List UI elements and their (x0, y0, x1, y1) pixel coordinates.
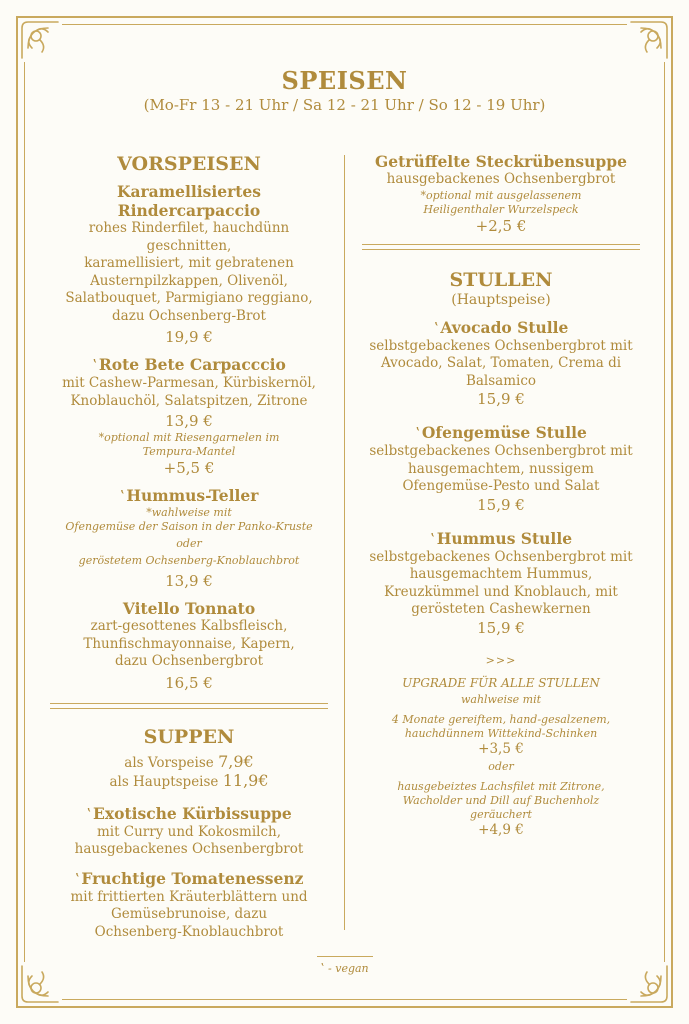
dish-description: Kreuzkümmel und Knoblauch, mit (384, 583, 618, 600)
upgrade-option: 4 Monate gereiftem, hand-gesalzenem, (391, 712, 611, 726)
dish-name: ʽ Fruchtige Tomatenessenz (74, 868, 304, 888)
dish-price: 15,9 € (477, 495, 525, 514)
dish-description: Avocado, Salat, Tomaten, Crema di (380, 355, 622, 371)
dish-price: 19,9 € (165, 328, 213, 346)
dish-description: hausgebackenes Ochsenbergbrot (386, 171, 616, 187)
dish-note: *optional mit Riesengarnelen im (98, 431, 280, 444)
dish-name: ʽ Avocado Stulle (433, 317, 569, 337)
upgrade-option: Wacholder und Dill auf Buchenholz (402, 793, 600, 807)
vegan-icon: ʽ (433, 318, 439, 337)
upgrade-option: hausgebeiztes Lachsfilet mit Zitrone, (397, 779, 605, 793)
dish-description: hausgemachtem Hummus, (409, 566, 593, 582)
upgrade-arrows: >>> (485, 653, 517, 667)
dish-name: ʽ Rote Bete Carpacccio (92, 355, 286, 374)
dish-description: gerösteten Cashewkernen (411, 601, 591, 617)
dish-description: karamellisiert, mit gebratenen (84, 255, 294, 271)
dish-description: Ofengemüse-Pesto und Salat (402, 478, 600, 494)
left-column (50, 152, 328, 941)
dish-note: *optional mit ausgelassenem (420, 188, 582, 202)
dish-description: mit Cashew-Parmesan, Kürbiskernöl, (62, 375, 316, 391)
dish-description: dazu Ochsenbergbrot (114, 653, 264, 669)
dish-name: Vitello Tonnato (122, 599, 256, 618)
dish-description: Knoblauchöl, Salatspitzen, Zitrone (70, 392, 308, 409)
column-divider (344, 155, 345, 930)
upgrade-oder: oder (488, 759, 514, 773)
dish-price: 16,5 € (165, 673, 213, 692)
dish-name: ʽ Hummus-Teller (119, 486, 259, 505)
dish-description: rohes Rinderfilet, hauchdünn geschnitten, (88, 220, 290, 254)
dish-description: mit Curry und Kokosmilch, (96, 823, 282, 840)
footer-rule (317, 956, 373, 957)
vegan-icon: ʽ (415, 424, 420, 442)
dish-name: Getrüffelte Steckrübensuppe (375, 152, 627, 171)
section-title-suppen: SUPPEN (143, 725, 235, 748)
upgrade-price: +4,9 € (478, 821, 524, 838)
upgrade-price: +3,5 € (478, 740, 524, 757)
vegan-icon: ʽ (429, 529, 435, 548)
vegan-icon: ʽ (86, 804, 92, 823)
soup-price-line: als Vorspeise 7,9€ (124, 751, 254, 771)
dish-description: selbstgebackenes Ochsenbergbrot mit (369, 548, 633, 565)
dish-description: selbstgebackenes Ochsenbergbrot mit (369, 443, 633, 459)
vegan-icon: ʽ (119, 487, 125, 505)
vegan-icon: ʽ (320, 961, 325, 975)
dish-name: ʽ Hummus Stulle (429, 528, 573, 548)
vegan-icon: ʽ (74, 869, 80, 888)
soup-price-line: als Hauptspeise 11,9€ (109, 771, 269, 790)
section-subtitle: (Hauptspeise) (451, 291, 551, 308)
extra-price: +2,5 € (475, 216, 527, 235)
footer-legend (0, 956, 689, 975)
dish-price: 13,9 € (165, 572, 213, 590)
dish-description: dazu Ochsenberg-Brot (112, 307, 266, 324)
dish-price: 15,9 € (477, 618, 525, 637)
corner-ornament-icon (18, 18, 62, 62)
right-column (362, 152, 640, 839)
upgrade-wahlweise: wahlweise mit (460, 692, 542, 706)
dish-description: zart-gesottenes Kalbsfleisch, (90, 618, 288, 634)
opening-hours: (Mo-Fr 13 - 21 Uhr / Sa 12 - 21 Uhr / So 12 - 19 Uhr) (143, 96, 546, 114)
dish-note: Ofengemüse der Saison in der Panko-Kruste (65, 520, 313, 533)
dish-note: geröstetem Ochsenberg-Knoblauchbrot (78, 554, 300, 567)
dish-description: Gemüsebrunoise, dazu (110, 906, 268, 922)
dish-description: Austernpilzkappen, Olivenöl, (90, 272, 288, 289)
page-title: SPEISEN (281, 66, 408, 95)
dish-description: Thunfischmayonnaise, Kapern, (83, 635, 295, 652)
vegan-legend: ʽ - vegan (320, 961, 369, 975)
upgrade-title: UPGRADE FÜR ALLE STULLEN (402, 675, 600, 690)
section-title-vorspeisen: VORSPEISEN (117, 153, 261, 175)
upgrade-option: hauchdünnem Wittekind-Schinken (404, 726, 598, 740)
dish-description: Ochsenberg-Knoblauchbrot (94, 923, 284, 940)
dish-note: Tempura-Mantel (142, 445, 236, 458)
dish-description: Balsamico (465, 372, 537, 389)
dish-description: hausgebackenes Ochsenbergbrot (74, 841, 304, 857)
dish-name: Karamellisiertes (116, 182, 262, 201)
dish-description: Salatbouquet, Parmigiano reggiano, (65, 290, 313, 306)
extra-price: +5,5 € (163, 459, 215, 477)
dish-description: selbstgebackenes Ochsenbergbrot mit (369, 337, 633, 354)
menu-header (0, 66, 689, 114)
dish-description: mit frittierten Kräuterblättern und (70, 888, 308, 905)
dish-name: ʽ Exotische Kürbissuppe (86, 803, 292, 823)
dish-name: ʽ Ofengemüse Stulle (415, 423, 587, 442)
dish-price: 15,9 € (477, 390, 525, 408)
corner-ornament-icon (627, 18, 671, 62)
dish-price: 13,9 € (165, 412, 213, 430)
dish-note: oder (176, 537, 202, 550)
upgrade-option: geräuchert (470, 807, 532, 821)
dish-description: hausgemachtem, nussigem (408, 460, 594, 477)
dish-note: Heiligenthaler Wurzelspeck (423, 202, 579, 216)
vegan-icon: ʽ (92, 356, 97, 374)
dish-name: Rindercarpaccio (117, 201, 261, 220)
dish-note: *wahlweise mit (146, 506, 232, 519)
section-title-stullen: STULLEN (449, 268, 553, 291)
